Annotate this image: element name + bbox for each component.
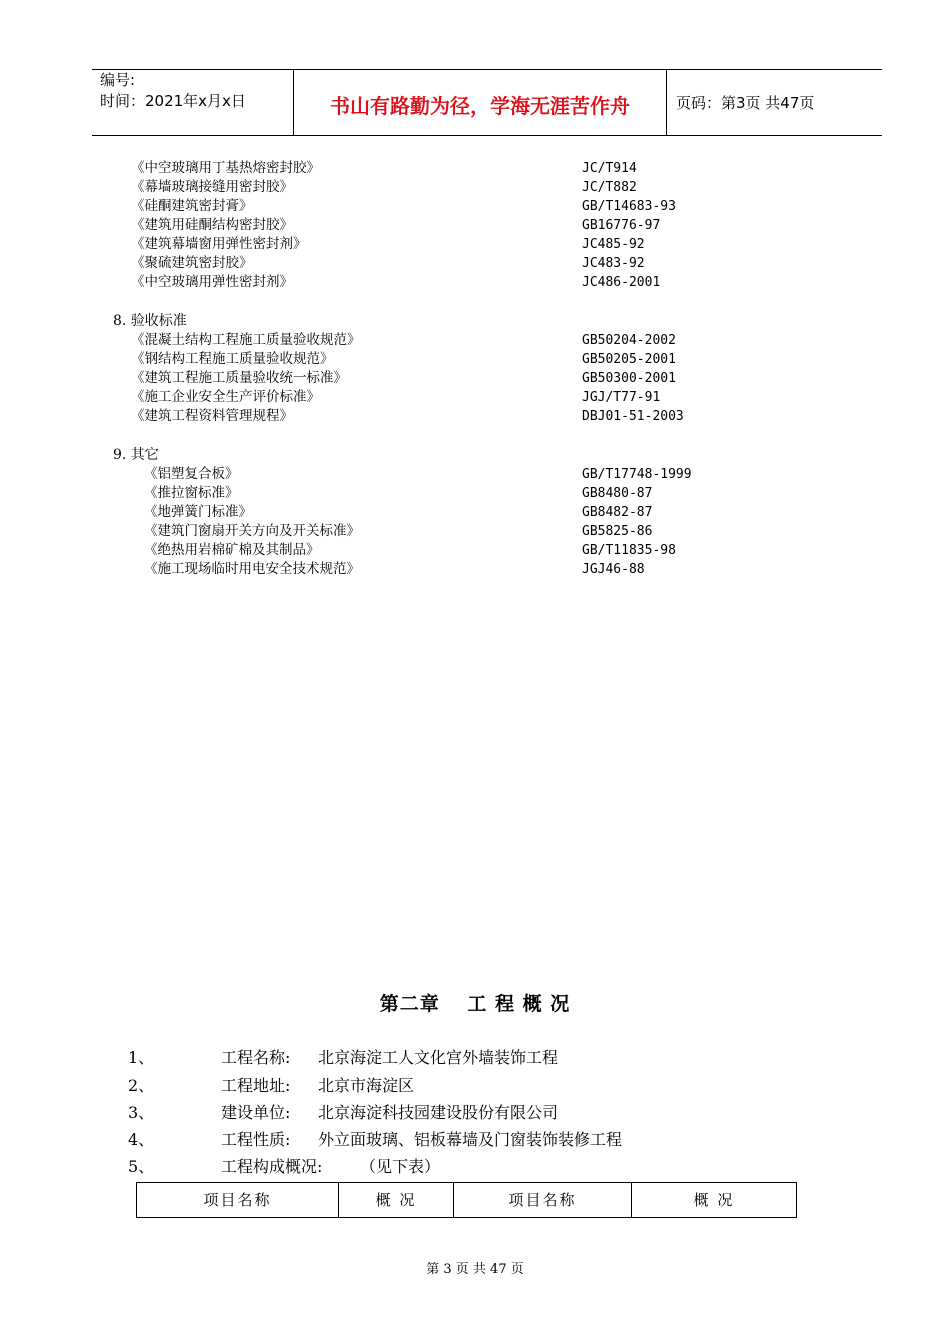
overview-item	[0, 1045, 950, 1071]
standard-code: GB5825-86	[582, 524, 653, 539]
header-motto: 书山有路勤为径，学海无涯苦作舟	[330, 94, 630, 118]
standard-code: GB50300-2001	[582, 371, 676, 386]
standard-row	[0, 407, 950, 426]
standard-code: GB50205-2001	[582, 352, 676, 367]
doc-time-label: 时间：2021年x月x日	[100, 92, 246, 110]
standard-row	[0, 388, 950, 407]
overview-value: 北京海淀科技园建设股份有限公司	[318, 1103, 559, 1122]
standard-code: GB/T17748-1999	[582, 467, 692, 482]
standard-name: 《铝塑复合板》	[144, 466, 239, 482]
standard-name: 《硅酮建筑密封膏》	[131, 198, 253, 214]
overview-item	[0, 1073, 950, 1099]
standard-code: JC485-92	[582, 237, 645, 252]
overview-label: 工程名称:	[221, 1048, 291, 1067]
standard-row	[0, 350, 950, 369]
standard-code: GB50204-2002	[582, 333, 676, 348]
overview-item	[0, 1100, 950, 1126]
standard-code: GB/T14683-93	[582, 199, 676, 214]
overview-value: （见下表）	[360, 1157, 441, 1176]
header-info	[100, 70, 246, 112]
overview-value: 北京海淀工人文化宫外墙装饰工程	[318, 1048, 559, 1067]
standard-row	[0, 484, 950, 503]
standard-name: 《聚硫建筑密封胶》	[131, 255, 253, 271]
standard-code: JC483-92	[582, 256, 645, 271]
standard-row	[0, 331, 950, 350]
table-header-cell: 项目名称	[508, 1191, 577, 1209]
header-divider	[666, 69, 667, 135]
standard-row	[0, 560, 950, 579]
standard-row	[0, 522, 950, 541]
standard-row	[0, 235, 950, 254]
overview-number: 3、	[128, 1103, 155, 1122]
standard-name: 《建筑工程资料管理规程》	[131, 408, 293, 424]
standard-row	[0, 465, 950, 484]
standard-name: 《建筑门窗扇开关方向及开关标准》	[144, 523, 360, 539]
standard-code: GB8480-87	[582, 486, 653, 501]
standard-name: 《推拉窗标准》	[144, 485, 239, 501]
standard-code: GB8482-87	[582, 505, 653, 520]
standard-name: 《绝热用岩棉矿棉及其制品》	[144, 542, 320, 558]
standard-code: JGJ/T77-91	[582, 390, 661, 405]
header-page-label: 页码：第3页 共47页	[676, 94, 815, 112]
section-heading: 8. 验收标准	[113, 313, 187, 329]
overview-label: 建设单位:	[221, 1103, 291, 1122]
standard-name: 《建筑用硅酮结构密封胶》	[131, 217, 293, 233]
overview-label: 工程地址:	[221, 1076, 291, 1095]
standard-row	[0, 216, 950, 235]
standard-row	[0, 369, 950, 388]
standard-code: JC486-2001	[582, 275, 661, 290]
standard-code: GB/T11835-98	[582, 543, 676, 558]
table-header-cell: 概 况	[693, 1191, 735, 1209]
standard-code: JC/T882	[582, 180, 637, 195]
overview-number: 2、	[128, 1076, 155, 1095]
standard-name: 《钢结构工程施工质量验收规范》	[131, 351, 334, 367]
chapter-title: 第二章 工 程 概 况	[379, 993, 571, 1015]
section-heading: 9. 其它	[113, 447, 159, 463]
overview-item	[0, 1154, 950, 1180]
standard-row	[0, 159, 950, 178]
standard-name: 《地弹簧门标准》	[144, 504, 252, 520]
overview-number: 4、	[128, 1130, 155, 1149]
project-table	[136, 1182, 797, 1218]
overview-label: 工程性质:	[221, 1130, 291, 1149]
table-header-cell: 概 况	[375, 1191, 417, 1209]
table-header-cell: 项目名称	[203, 1191, 272, 1209]
standard-row	[0, 197, 950, 216]
header-bottom-rule	[92, 135, 882, 136]
doc-number-label: 编号:	[100, 71, 136, 89]
standard-row	[0, 254, 950, 273]
overview-number: 1、	[128, 1048, 155, 1067]
standard-name: 《幕墙玻璃接缝用密封胶》	[131, 179, 293, 195]
standard-code: DBJ01-51-2003	[582, 409, 684, 424]
standard-row	[0, 541, 950, 560]
overview-value: 北京市海淀区	[318, 1076, 415, 1095]
standard-row	[0, 273, 950, 292]
standard-row	[0, 178, 950, 197]
overview-value: 外立面玻璃、铝板幕墙及门窗装饰装修工程	[318, 1130, 623, 1149]
standard-name: 《施工企业安全生产评价标准》	[131, 389, 320, 405]
standard-name: 《施工现场临时用电安全技术规范》	[144, 561, 360, 577]
overview-number: 5、	[128, 1157, 155, 1176]
page-footer: 第 3 页 共 47 页	[426, 1262, 524, 1277]
standard-name: 《建筑幕墙窗用弹性密封剂》	[131, 236, 307, 252]
standard-code: GB16776-97	[582, 218, 661, 233]
standard-code: JGJ46-88	[582, 562, 645, 577]
standard-code: JC/T914	[582, 161, 637, 176]
standard-name: 《建筑工程施工质量验收统一标准》	[131, 370, 347, 386]
standard-name: 《中空玻璃用弹性密封剂》	[131, 274, 293, 290]
standard-name: 《混凝土结构工程施工质量验收规范》	[131, 332, 361, 348]
standard-name: 《中空玻璃用丁基热熔密封胶》	[131, 160, 320, 176]
overview-label: 工程构成概况:	[221, 1157, 323, 1176]
standard-row	[0, 503, 950, 522]
overview-item	[0, 1127, 950, 1153]
